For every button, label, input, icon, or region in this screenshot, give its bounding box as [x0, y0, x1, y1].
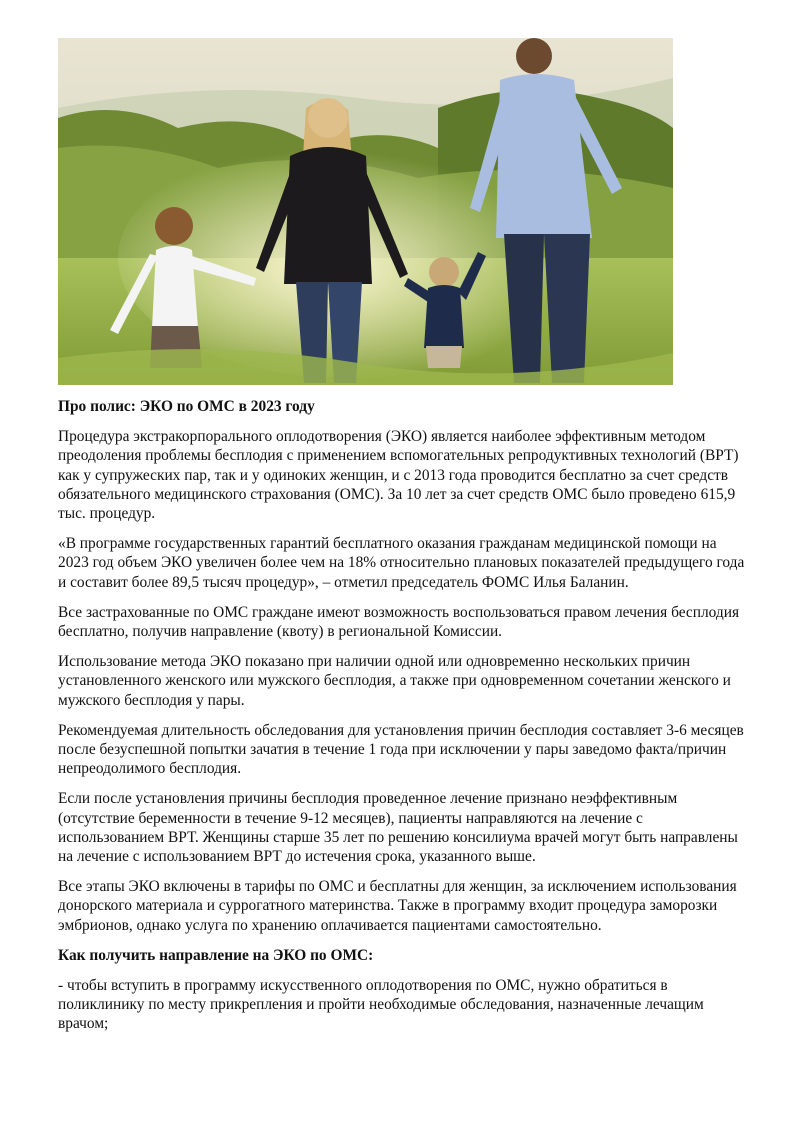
paragraph-5: Рекомендуемая длительность обследования для установления причин бесплодия составляет 3-6 месяцев после безуспешной попытки зачатия в течение 1 года при исключении у пары заведомо факта/причин непреодолимого бесплодия.: [58, 721, 744, 778]
article-subheading: Как получить направление на ЭКО по ОМС:: [58, 946, 374, 964]
paragraph-3: Все застрахованные по ОМС граждане имеют возможность воспользоваться правом лечения бесплодия бесплатно, получив направление (квоту) в региональной Комиссии.: [58, 603, 740, 641]
paragraph-6: Если после установления причины бесплодия проведенное лечение признано неэффективным (отсутствие беременности в течение 9-12 месяцев), пациенты направляются на лечение с использованием ВРТ. Женщины старше 35 лет по решению консилиума врачей могут быть направлены на лечение с использованием ВРТ до истечения срока, указанного выше.: [58, 790, 738, 866]
article-body: [58, 397, 748, 1045]
paragraph-1: Процедура экстракорпорального оплодотворения (ЭКО) является наиболее эффективным методом преодоления проблемы бесплодия с применением вспомогательных репродуктивных технологий (ВРТ) как у супружеских пар, так и у одиноких женщин, и с 2013 года проводится бесплатно за счет средств обязательного медицинского страхования (ОМС). За 10 лет за счет средств ОМС было проведено 615,9 тыс. процедур.: [58, 428, 739, 523]
paragraph-4: Использование метода ЭКО показано при наличии одной или одновременно нескольких причин установленного женского или мужского бесплодия, а также при одновременном сочетании женского и мужского бесплодия у пары.: [58, 653, 731, 709]
family-photo: [58, 38, 673, 385]
paragraph-7: Все этапы ЭКО включены в тарифы по ОМС и бесплатны для женщин, за исключением использования донорского материала и суррогатного материнства. Также в программу входит процедура заморозки эмбрионов, однако услуга по хранению оплачивается пациентами самостоятельно.: [58, 878, 737, 934]
paragraph-2: «В программе государственных гарантий бесплатного оказания гражданам медицинской помощи на 2023 год объем ЭКО увеличен более чем на 18% относительно плановых показателей предыдущего года и составит более 89,5 тысяч процедур», – отметил председатель ФОМС Илья Баланин.: [58, 535, 745, 591]
list-item-1: - чтобы вступить в программу искусственного оплодотворения по ОМС, нужно обратиться в поликлинику по месту прикрепления и пройти необходимые обследования, назначенные лечащим врачом;: [58, 977, 704, 1033]
article-heading: Про полис: ЭКО по ОМС в 2023 году: [58, 398, 315, 415]
